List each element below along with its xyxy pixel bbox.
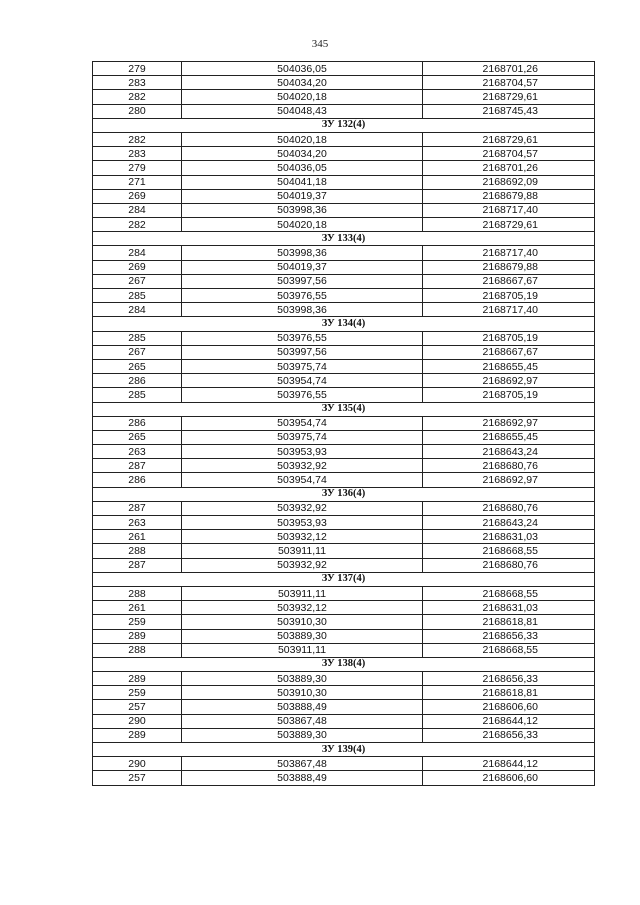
table-row <box>93 501 595 515</box>
point-number-cell: 285 <box>93 289 182 303</box>
point-number-cell: 286 <box>93 473 182 487</box>
table-row <box>93 445 595 459</box>
section-header-row <box>93 402 595 416</box>
y-coordinate-cell: 2168667,67 <box>423 274 595 288</box>
table-row <box>93 771 595 785</box>
point-number-cell: 271 <box>93 175 182 189</box>
section-header-row <box>93 232 595 246</box>
y-coordinate-cell: 2168745,43 <box>423 104 595 118</box>
table-row <box>93 700 595 714</box>
y-coordinate-cell: 2168692,97 <box>423 374 595 388</box>
point-number-cell: 257 <box>93 771 182 785</box>
point-number-cell: 286 <box>93 416 182 430</box>
point-number-cell: 282 <box>93 132 182 146</box>
y-coordinate-cell: 2168679,88 <box>423 260 595 274</box>
x-coordinate-cell: 503910,30 <box>182 686 423 700</box>
section-title: ЗУ 133(4) <box>93 232 595 246</box>
x-coordinate-cell: 503953,93 <box>182 516 423 530</box>
point-number-cell: 288 <box>93 544 182 558</box>
table-row <box>93 203 595 217</box>
table-row <box>93 601 595 615</box>
y-coordinate-cell: 2168680,76 <box>423 501 595 515</box>
y-coordinate-cell: 2168729,61 <box>423 218 595 232</box>
table-row <box>93 104 595 118</box>
point-number-cell: 282 <box>93 90 182 104</box>
table-row <box>93 643 595 657</box>
table-row <box>93 544 595 558</box>
y-coordinate-cell: 2168668,55 <box>423 544 595 558</box>
point-number-cell: 285 <box>93 388 182 402</box>
table-row <box>93 416 595 430</box>
point-number-cell: 257 <box>93 700 182 714</box>
y-coordinate-cell: 2168668,55 <box>423 643 595 657</box>
point-number-cell: 285 <box>93 331 182 345</box>
point-number-cell: 288 <box>93 586 182 600</box>
point-number-cell: 267 <box>93 345 182 359</box>
point-number-cell: 286 <box>93 374 182 388</box>
page-number: 345 <box>311 38 329 50</box>
x-coordinate-cell: 503997,56 <box>182 345 423 359</box>
point-number-cell: 279 <box>93 161 182 175</box>
point-number-cell: 290 <box>93 714 182 728</box>
table-row <box>93 76 595 90</box>
table-row <box>93 629 595 643</box>
table-row <box>93 260 595 274</box>
x-coordinate-cell: 503932,12 <box>182 601 423 615</box>
table-row <box>93 430 595 444</box>
x-coordinate-cell: 504019,37 <box>182 189 423 203</box>
table-row <box>93 303 595 317</box>
y-coordinate-cell: 2168644,12 <box>423 757 595 771</box>
table-row <box>93 558 595 572</box>
x-coordinate-cell: 503911,11 <box>182 643 423 657</box>
point-number-cell: 287 <box>93 459 182 473</box>
section-title: ЗУ 137(4) <box>93 572 595 586</box>
x-coordinate-cell: 503954,74 <box>182 416 423 430</box>
table-row <box>93 473 595 487</box>
x-coordinate-cell: 503954,74 <box>182 473 423 487</box>
table-row <box>93 62 595 76</box>
y-coordinate-cell: 2168701,26 <box>423 62 595 76</box>
y-coordinate-cell: 2168692,97 <box>423 416 595 430</box>
x-coordinate-cell: 504036,05 <box>182 161 423 175</box>
x-coordinate-cell: 503998,36 <box>182 203 423 217</box>
table-row <box>93 686 595 700</box>
x-coordinate-cell: 503976,55 <box>182 388 423 402</box>
y-coordinate-cell: 2168655,45 <box>423 430 595 444</box>
x-coordinate-cell: 503976,55 <box>182 289 423 303</box>
x-coordinate-cell: 503911,11 <box>182 544 423 558</box>
x-coordinate-cell: 503889,30 <box>182 629 423 643</box>
y-coordinate-cell: 2168606,60 <box>423 700 595 714</box>
table-row <box>93 132 595 146</box>
x-coordinate-cell: 503932,92 <box>182 459 423 473</box>
table-row <box>93 714 595 728</box>
x-coordinate-cell: 503932,92 <box>182 501 423 515</box>
table-row <box>93 147 595 161</box>
table-row <box>93 728 595 742</box>
point-number-cell: 284 <box>93 246 182 260</box>
point-number-cell: 288 <box>93 643 182 657</box>
table-row <box>93 289 595 303</box>
x-coordinate-cell: 503888,49 <box>182 700 423 714</box>
x-coordinate-cell: 504041,18 <box>182 175 423 189</box>
y-coordinate-cell: 2168679,88 <box>423 189 595 203</box>
x-coordinate-cell: 503889,30 <box>182 728 423 742</box>
y-coordinate-cell: 2168667,67 <box>423 345 595 359</box>
y-coordinate-cell: 2168692,97 <box>423 473 595 487</box>
point-number-cell: 265 <box>93 430 182 444</box>
section-title: ЗУ 138(4) <box>93 657 595 671</box>
y-coordinate-cell: 2168606,60 <box>423 771 595 785</box>
y-coordinate-cell: 2168704,57 <box>423 76 595 90</box>
table-row <box>93 246 595 260</box>
point-number-cell: 259 <box>93 615 182 629</box>
y-coordinate-cell: 2168631,03 <box>423 601 595 615</box>
x-coordinate-cell: 503976,55 <box>182 331 423 345</box>
y-coordinate-cell: 2168729,61 <box>423 90 595 104</box>
table-row <box>93 218 595 232</box>
y-coordinate-cell: 2168729,61 <box>423 132 595 146</box>
y-coordinate-cell: 2168656,33 <box>423 672 595 686</box>
x-coordinate-cell: 504020,18 <box>182 132 423 146</box>
x-coordinate-cell: 503953,93 <box>182 445 423 459</box>
point-number-cell: 289 <box>93 728 182 742</box>
table-row <box>93 459 595 473</box>
table-row <box>93 374 595 388</box>
table-row <box>93 274 595 288</box>
x-coordinate-cell: 504019,37 <box>182 260 423 274</box>
point-number-cell: 284 <box>93 303 182 317</box>
point-number-cell: 279 <box>93 62 182 76</box>
point-number-cell: 263 <box>93 516 182 530</box>
table-row <box>93 359 595 373</box>
section-title: ЗУ 139(4) <box>93 743 595 757</box>
point-number-cell: 269 <box>93 189 182 203</box>
point-number-cell: 289 <box>93 672 182 686</box>
x-coordinate-cell: 503997,56 <box>182 274 423 288</box>
x-coordinate-cell: 504048,43 <box>182 104 423 118</box>
table-row <box>93 189 595 203</box>
point-number-cell: 261 <box>93 601 182 615</box>
point-number-cell: 287 <box>93 501 182 515</box>
point-number-cell: 287 <box>93 558 182 572</box>
x-coordinate-cell: 504036,05 <box>182 62 423 76</box>
y-coordinate-cell: 2168631,03 <box>423 530 595 544</box>
table-row <box>93 516 595 530</box>
section-title: ЗУ 135(4) <box>93 402 595 416</box>
point-number-cell: 263 <box>93 445 182 459</box>
x-coordinate-cell: 503998,36 <box>182 303 423 317</box>
y-coordinate-cell: 2168705,19 <box>423 388 595 402</box>
table-row <box>93 345 595 359</box>
section-header-row <box>93 118 595 132</box>
x-coordinate-cell: 503932,92 <box>182 558 423 572</box>
point-number-cell: 289 <box>93 629 182 643</box>
coordinates-table-body <box>93 62 595 786</box>
point-number-cell: 269 <box>93 260 182 274</box>
y-coordinate-cell: 2168655,45 <box>423 359 595 373</box>
x-coordinate-cell: 503998,36 <box>182 246 423 260</box>
y-coordinate-cell: 2168656,33 <box>423 629 595 643</box>
point-number-cell: 259 <box>93 686 182 700</box>
x-coordinate-cell: 503867,48 <box>182 757 423 771</box>
x-coordinate-cell: 503910,30 <box>182 615 423 629</box>
point-number-cell: 283 <box>93 147 182 161</box>
point-number-cell: 261 <box>93 530 182 544</box>
x-coordinate-cell: 503911,11 <box>182 586 423 600</box>
section-header-row <box>93 317 595 331</box>
point-number-cell: 282 <box>93 218 182 232</box>
point-number-cell: 283 <box>93 76 182 90</box>
x-coordinate-cell: 503867,48 <box>182 714 423 728</box>
point-number-cell: 280 <box>93 104 182 118</box>
table-row <box>93 530 595 544</box>
y-coordinate-cell: 2168717,40 <box>423 303 595 317</box>
y-coordinate-cell: 2168704,57 <box>423 147 595 161</box>
y-coordinate-cell: 2168643,24 <box>423 516 595 530</box>
section-header-row <box>93 743 595 757</box>
table-row <box>93 615 595 629</box>
section-title: ЗУ 134(4) <box>93 317 595 331</box>
table-row <box>93 388 595 402</box>
point-number-cell: 265 <box>93 359 182 373</box>
section-header-row <box>93 572 595 586</box>
section-header-row <box>93 487 595 501</box>
table-row <box>93 175 595 189</box>
section-title: ЗУ 136(4) <box>93 487 595 501</box>
y-coordinate-cell: 2168644,12 <box>423 714 595 728</box>
x-coordinate-cell: 503932,12 <box>182 530 423 544</box>
y-coordinate-cell: 2168618,81 <box>423 686 595 700</box>
y-coordinate-cell: 2168705,19 <box>423 289 595 303</box>
section-title: ЗУ 132(4) <box>93 118 595 132</box>
y-coordinate-cell: 2168717,40 <box>423 246 595 260</box>
table-row <box>93 672 595 686</box>
y-coordinate-cell: 2168618,81 <box>423 615 595 629</box>
x-coordinate-cell: 503975,74 <box>182 430 423 444</box>
point-number-cell: 290 <box>93 757 182 771</box>
y-coordinate-cell: 2168692,09 <box>423 175 595 189</box>
coordinates-table <box>92 61 595 786</box>
x-coordinate-cell: 504020,18 <box>182 90 423 104</box>
section-header-row <box>93 657 595 671</box>
x-coordinate-cell: 504034,20 <box>182 76 423 90</box>
table-row <box>93 161 595 175</box>
point-number-cell: 284 <box>93 203 182 217</box>
table-row <box>93 757 595 771</box>
table-row <box>93 90 595 104</box>
x-coordinate-cell: 503888,49 <box>182 771 423 785</box>
y-coordinate-cell: 2168643,24 <box>423 445 595 459</box>
table-row <box>93 586 595 600</box>
y-coordinate-cell: 2168701,26 <box>423 161 595 175</box>
y-coordinate-cell: 2168680,76 <box>423 459 595 473</box>
y-coordinate-cell: 2168717,40 <box>423 203 595 217</box>
x-coordinate-cell: 504020,18 <box>182 218 423 232</box>
x-coordinate-cell: 503889,30 <box>182 672 423 686</box>
x-coordinate-cell: 503975,74 <box>182 359 423 373</box>
point-number-cell: 267 <box>93 274 182 288</box>
y-coordinate-cell: 2168705,19 <box>423 331 595 345</box>
y-coordinate-cell: 2168656,33 <box>423 728 595 742</box>
y-coordinate-cell: 2168680,76 <box>423 558 595 572</box>
x-coordinate-cell: 504034,20 <box>182 147 423 161</box>
table-row <box>93 331 595 345</box>
x-coordinate-cell: 503954,74 <box>182 374 423 388</box>
y-coordinate-cell: 2168668,55 <box>423 586 595 600</box>
